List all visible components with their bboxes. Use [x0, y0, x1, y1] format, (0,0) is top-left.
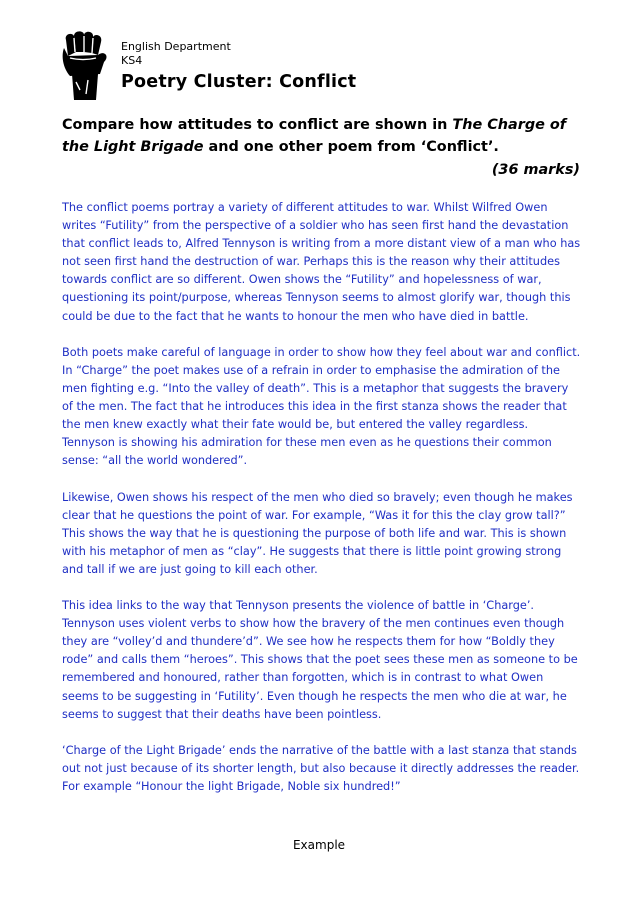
essay-paragraph: Likewise, Owen shows his respect of the men who died so bravely; even though he makes clear that he questions the point of war. For example, “Was it for this the clay grow tall?” This shows the way that he is questioning the purpose of both life and war. This is shown with his metaphor of men as “clay”. He suggests that there is little point growing strong and tall if we are just going to kill each other.	[62, 490, 573, 576]
raised-fist-icon	[58, 30, 110, 100]
essay-body	[62, 199, 582, 814]
essay-paragraph: This idea links to the way that Tennyson presents the violence of battle in ‘Charge’. Tennyson uses violent verbs to show how the bravery of the men continues even though they are “volley’d and thundere’d”. We see how he respects them for how “Boldly they rode” and calls them “heroes”. This shows that the poet sees these men as someone to be remembered and honoured, rather than forgotten, which is in contrast to what Owen seems to be suggesting in ‘Futility’. Even though he respects the men who die at war, he seems to suggest that their deaths have been pointless.	[62, 599, 578, 721]
footer-label: Example	[292, 838, 346, 852]
essay-paragraph: ‘Charge of the Light Brigade’ ends the narrative of the battle with a last stanza that stands out not just because of its shorter length, but also because it directly addresses the reader. For example “Honour the light Brigade, Noble six hundred!”	[62, 743, 580, 793]
marks-label: (36 marks)	[491, 162, 580, 178]
essay-paragraph: Both poets make careful of language in order to show how they feel about war and conflict. In “Charge” the poet makes use of a refrain in order to emphasise the admiration of the men fighting e.g. “Into the valley of death”. This is a metaphor that suggests the bravery of the men. The fact that he introduces this idea in the first stanza shows the reader that the men knew exactly what their fate would be, but entered the valley regardless. Tennyson is showing his admiration for these men even as he questions their common sense: “all the world wondered”.	[62, 345, 581, 468]
question-poem-title: The Charge of the Light Brigade	[62, 117, 567, 155]
question-text-part2: and one other poem from ‘Conflict’.	[203, 139, 499, 155]
header-info	[121, 40, 231, 68]
page-title: Poetry Cluster: Conflict	[121, 72, 357, 92]
essay-paragraph: The conflict poems portray a variety of different attitudes to war. Whilst Wilfred Owen writes “Futility” from the perspective of a soldier who has seen first hand the devastation that conflict leads to, Alfred Tennyson is writing from a more distant view of a man who has not seen first hand the destruction of war. Perhaps this is the reason why their attitudes towards conflict are so different. Owen shows the “Futility” and hopelessness of war, questioning its point/purpose, whereas Tennyson seems to almost glorify war, though this could be due to the fact that he wants to honour the men who have died in battle.	[62, 201, 581, 323]
question-text-part1: Compare how attitudes to conflict are shown in	[62, 117, 453, 133]
department-label: English Department	[121, 40, 231, 53]
key-stage-label: KS4	[121, 54, 143, 67]
essay-question	[62, 114, 582, 158]
